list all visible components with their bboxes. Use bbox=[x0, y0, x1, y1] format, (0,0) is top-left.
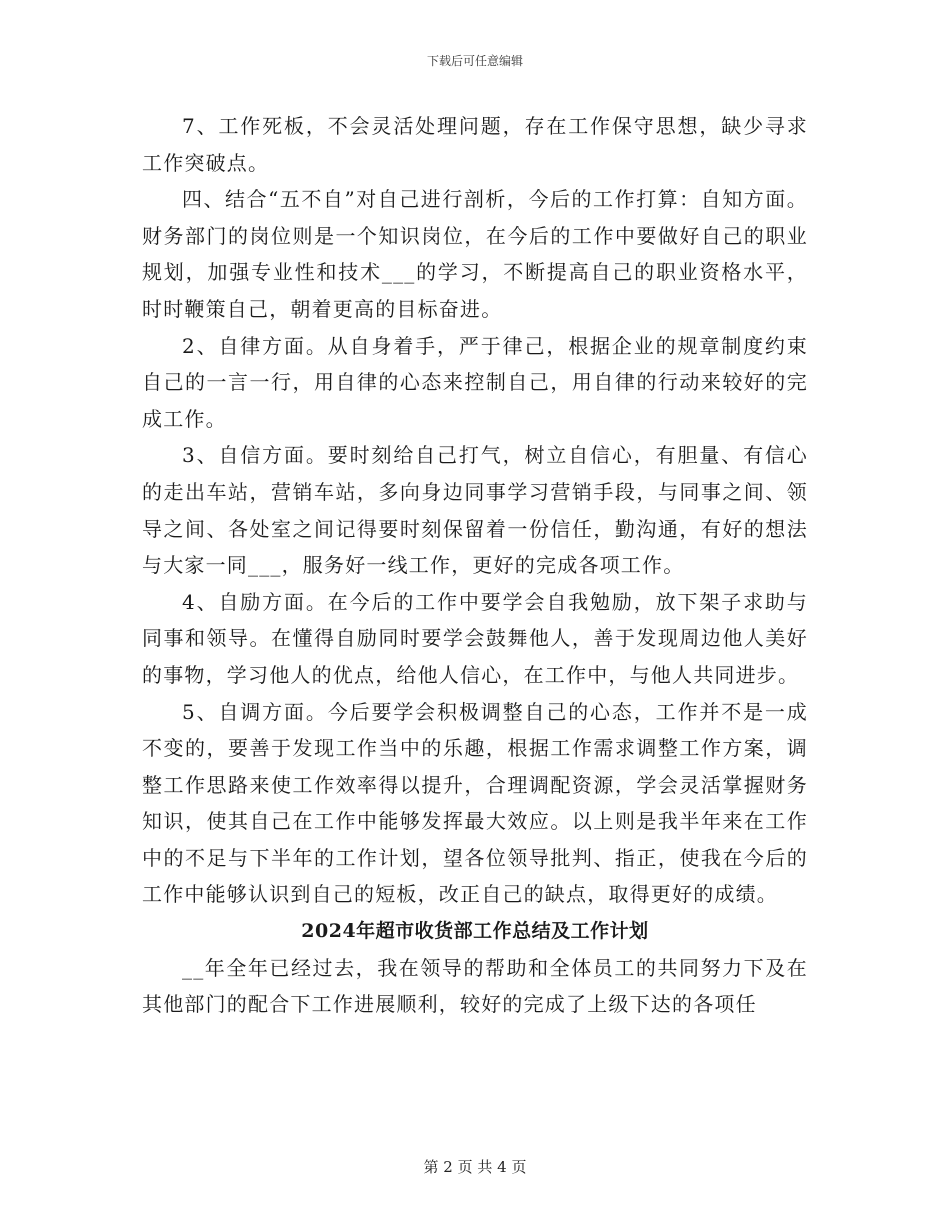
paragraph-self-confidence: 3、自信方面。要时刻给自己打气，树立自信心，有胆量、有信心的走出车站，营销车站，多向身边同事学习营销手段，与同事之间、领导之间、各处室之间记得要时刻保留着一份信任，勤沟通，有好的想法与大家一同___，服务好一线工作，更好的完成各项工作。 bbox=[142, 443, 808, 578]
paragraph-self-knowledge: 四、结合“五不自”对自己进行剖析，今后的工作打算：自知方面。财务部门的岗位则是一个知识岗位，在今后的工作中要做好自己的职业规划，加强专业性和技术___的学习，不断提高自己的职业资格水平，时时鞭策自己，朝着更高的目标奋进。 bbox=[142, 187, 808, 321]
document-body bbox=[142, 108, 808, 1023]
section-title: 2024年超市收货部工作总结及工作计划 bbox=[301, 920, 649, 943]
paragraph-self-adjustment: 5、自调方面。今后要学会积极调整自己的心态，工作并不是一成不变的，要善于发现工作当中的乐趣，根据工作需求调整工作方案，调整工作思路来使工作效率得以提升，合理调配资源，学会灵活掌握财务知识，使其自己在工作中能够发挥最大效应。以上则是我半年来在工作中的不足与下半年的工作计划，望各位领导批判、指正，使我在今后的工作中能够认识到自己的短板，改正自己的缺点，取得更好的成绩。 bbox=[142, 699, 808, 907]
paragraph-self-encouragement: 4、自励方面。在今后的工作中要学会自我勉励，放下架子求助与同事和领导。在懂得自励同时要学会鼓舞他人，善于发现周边他人美好的事物，学习他人的优点，给他人信心，在工作中，与他人共同进步。 bbox=[142, 589, 808, 687]
paragraph-self-discipline: 2、自律方面。从自身着手，严于律己，根据企业的规章制度约束自己的一言一行，用自律的心态来控制自己，用自律的行动来较好的完成工作。 bbox=[142, 333, 808, 431]
paragraph-item-7: 7、工作死板，不会灵活处理问题，存在工作保守思想，缺少寻求工作突破点。 bbox=[142, 114, 808, 175]
paragraph-intro: __年全年已经过去，我在领导的帮助和全体员工的共同努力下及在其他部门的配合下工作进展顺利，较好的完成了上级下达的各项任 bbox=[142, 955, 808, 1017]
page-footer: 第 2 页 共 4 页 bbox=[423, 1158, 527, 1176]
page-header: 下载后可任意编辑 bbox=[426, 54, 523, 68]
